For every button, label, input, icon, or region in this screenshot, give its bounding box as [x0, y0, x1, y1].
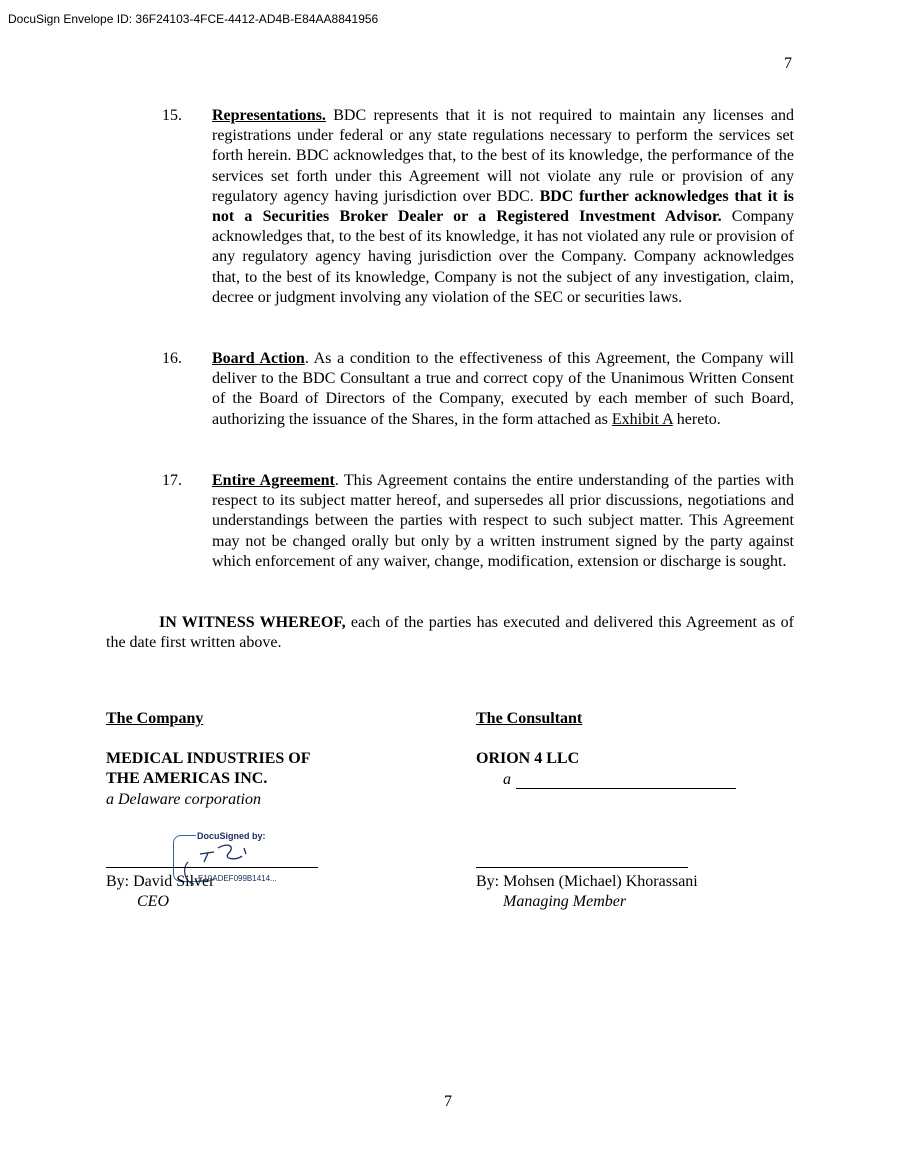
section-text: [212, 349, 794, 430]
consultant-signer-title: Managing Member: [503, 893, 627, 910]
consultant-heading: The Consultant: [476, 710, 583, 727]
consultant-signer: By: Mohsen (Michael) Khorassani: [476, 873, 698, 890]
company-heading: The Company: [106, 710, 204, 727]
docusign-stamp-id: E10ADEF099B1414...: [198, 874, 277, 883]
consultant-signature-line: [476, 867, 688, 868]
company-signer: By: David Silver: [106, 873, 215, 890]
page-number-bottom: 7: [444, 1093, 452, 1110]
section-heading: Board Action: [212, 350, 305, 367]
section-body: Company acknowledges that, to the best of its knowledge, it has not violated any rule or provision of any regulatory agency having jurisdiction over the Company. Company acknowledges that, to the best of its knowledge, Company is not the subject of any investigation, claim, decree or judgment involving any violation of the SEC or securities laws.: [212, 208, 795, 306]
consultant-entity-line: [516, 788, 736, 789]
section-body: hereto.: [672, 410, 721, 428]
consultant-entity-prefix: a: [503, 771, 511, 788]
section-number: 17.: [162, 472, 182, 489]
section-text: [212, 106, 794, 308]
company-name-line-1: MEDICAL INDUSTRIES OF: [106, 750, 311, 767]
section-bold-text: BDC further acknowledges that it is not a Securities Broker Dealer or a Registered Investment Advisor.: [212, 187, 794, 226]
section-16: [106, 349, 794, 430]
section-body: . This Agreement contains the entire understanding of the parties with respect to its subject matter hereof, and supersedes all prior discussions, negotiations and understandings between the parties with respect to such subject matter. This Agreement may not be changed orally but only by a written instrument signed by the party against which enforcement of any waiver, change, modification, extension or discharge is sought.: [212, 472, 794, 570]
section-text: [212, 471, 794, 572]
section-body: BDC represents that it is not required to maintain any licenses and registrations under federal or any state regulations necessary to perform the services set forth herein. BDC acknowledges that, to the best of its knowledge, the performance of the services set forth under this Agreement will not violate any rule or provision of any regulatory agency having jurisdiction over BDC.: [212, 107, 794, 205]
company-signer-title: CEO: [137, 893, 169, 910]
section-number: 16.: [162, 350, 182, 367]
company-name-line-2: THE AMERICAS INC.: [106, 770, 268, 787]
section-15: [106, 106, 794, 308]
page-number-top: 7: [784, 55, 792, 72]
section-number: 15.: [162, 107, 182, 124]
witness-clause: [106, 613, 794, 653]
witness-text: each of the parties has executed and delivered this Agreement as of the date first written above.: [106, 614, 794, 652]
section-heading: Representations.: [212, 107, 326, 124]
section-heading: Entire Agreement: [212, 472, 335, 489]
section-17: [106, 471, 794, 572]
witness-bold: IN WITNESS WHEREOF,: [159, 614, 346, 631]
company-entity: a Delaware corporation: [106, 791, 261, 808]
docusign-stamp-label: DocuSigned by:: [197, 831, 266, 841]
exhibit-a-link[interactable]: Exhibit A: [611, 410, 673, 428]
section-body: . As a condition to the effectiveness of this Agreement, the Company will deliver to the BDC Consultant a true and correct copy of the Unanimous Written Consent of the Board of Directors of the Company, executed by each member of such Board, authorizing the issuance of the Shares, in the form attached as: [212, 350, 794, 428]
company-signature-line: [106, 867, 318, 868]
consultant-name: ORION 4 LLC: [476, 750, 580, 767]
envelope-id: DocuSign Envelope ID: 36F24103-4FCE-4412-AD4B-E84AA8841956: [8, 12, 379, 26]
